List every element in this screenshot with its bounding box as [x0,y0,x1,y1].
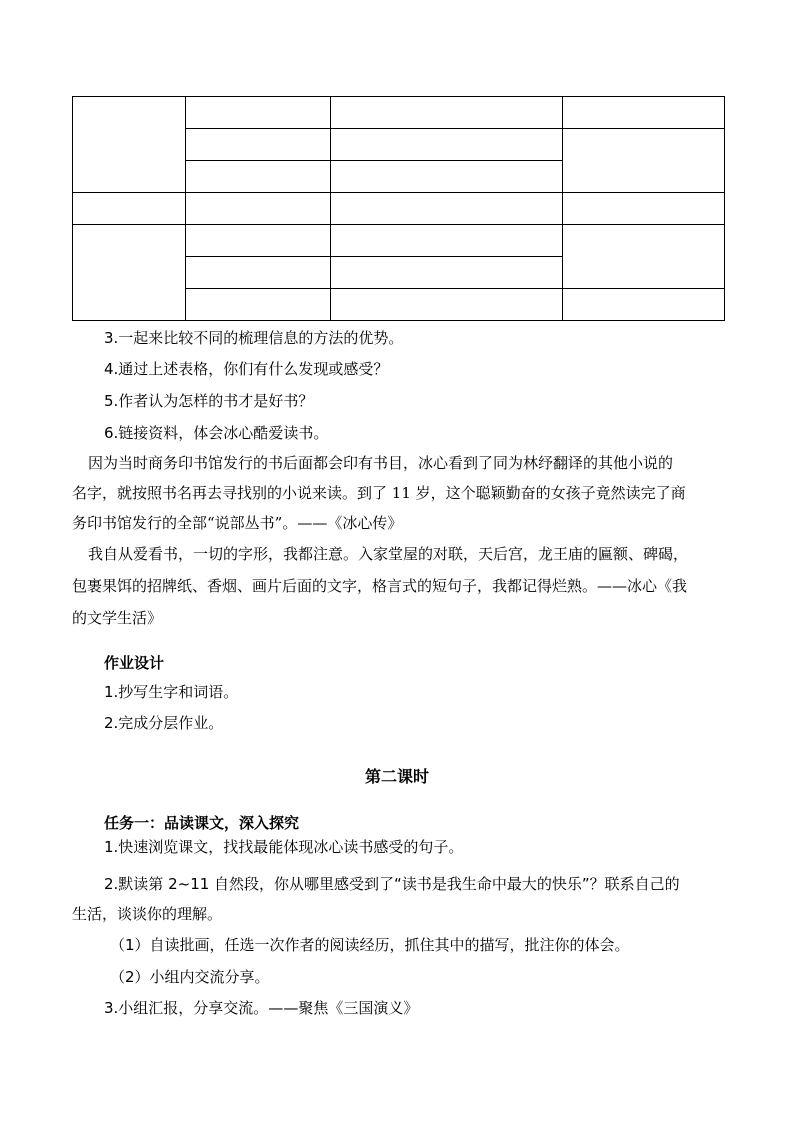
sub-item: （2）小组内交流分享。 [110,968,270,986]
quote-line: 的文学生活》 [72,609,163,627]
table-cell [186,97,331,129]
quote-line: 因为当时商务印书馆发行的书后面都会印有书目，冰心看到了同为林纾翻译的其他小说的 [88,454,674,472]
list-item-continuation: 生活，谈谈你的理解。 [72,905,223,923]
task-heading: 任务一：品读课文，深入探究 [104,814,300,832]
table-cell [331,225,563,257]
lesson-title: 第二课时 [364,767,429,786]
table-cell [186,257,331,289]
homework-heading: 作业设计 [104,654,165,672]
table-cell [331,193,563,225]
list-item: 6.链接资料，体会冰心酷爱读书。 [104,424,329,442]
table-cell [563,97,725,129]
table-cell [186,193,331,225]
table-cell [73,97,186,193]
list-item: 1.快速浏览课文，找找最能体现冰心读书感受的句子。 [104,838,464,856]
table-cell [186,161,331,193]
table-cell [331,289,563,321]
quote-line: 务印书馆发行的全部“说部丛书”。——《冰心传》 [72,514,403,532]
table-cell [186,289,331,321]
list-item: 1.抄写生字和词语。 [104,683,239,701]
list-item: 4.通过上述表格，你们有什么发现或感受？ [104,360,389,378]
table-cell [331,97,563,129]
table-cell [331,257,563,289]
table-cell [563,289,725,321]
list-item: 3.小组汇报，分享交流。——聚焦《三国演义》 [104,999,419,1017]
sub-item: （1）自读批画，任选一次作者的阅读经历，抓住其中的描写，批注你的体会。 [110,936,630,954]
table-cell [73,225,186,321]
list-item: 2.完成分层作业。 [104,714,224,732]
table-cell [331,161,563,193]
table-cell [563,225,725,289]
quote-line: 名字，就按照书名再去寻找别的小说来读。到了 11 岁，这个聪颖勤奋的女孩子竟然读完了商 [72,484,686,502]
table-cell [563,193,725,225]
list-item: 3.一起来比较不同的梳理信息的方法的优势。 [104,329,404,347]
quote-line: 我自从爱看书，一切的字形，我都注意。入家堂屋的对联，天后宫，龙王庙的匾额、碑碣， [88,545,689,563]
quote-line: 包裹果饵的招牌纸、香烟、画片后面的文字，格言式的短句子，我都记得烂熟。——冰心《我 [72,577,688,595]
table-cell [563,129,725,193]
list-item: 5.作者认为怎样的书才是好书？ [104,392,314,410]
table-cell [186,225,331,257]
list-item: 2.默读第 2~11 自然段，你从哪里感受到了“读书是我生命中最大的快乐”？联系自己的 [104,875,680,893]
table-cell [331,129,563,161]
table-cell [186,129,331,161]
table-cell [73,193,186,225]
blank-grid-table [72,96,725,321]
